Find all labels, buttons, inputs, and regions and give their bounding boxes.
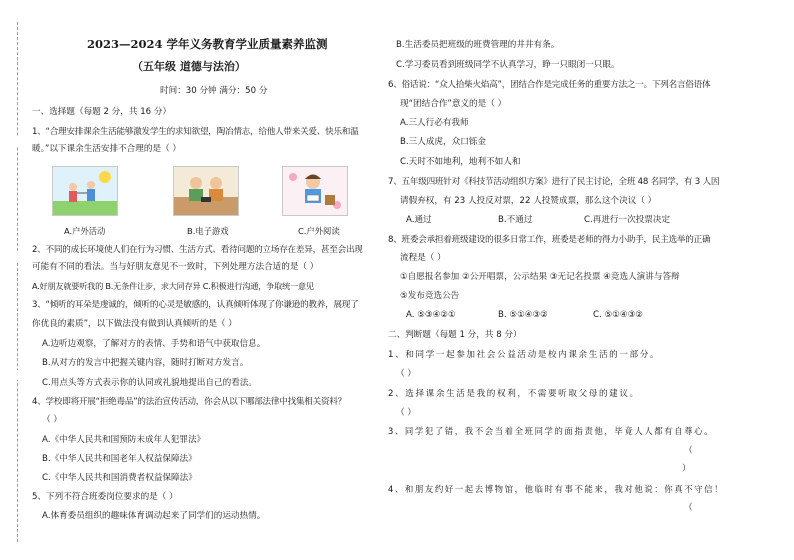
q2-text: 2、不同的成长环境使人们在行为习惯、生活方式、看待问题的立场存在差异，甚至会出现 [32,245,363,255]
q6-text: 现“团结合作”意义的是（ ） [400,99,507,109]
binding-dashed-line [17,22,18,542]
j4-text: 4、和朋友约好一起去博物馆，他临时有事不能来，我对他说：你真不守信！ [388,484,725,494]
q4-option-a: A.《中华人民共和国预防未成年人犯罪法》 [42,435,206,445]
q2-text: 可能有不同的看法。当与好朋友意见不一致时，下列处理方法合适的是（ ） [32,262,319,272]
exam-title: 2023—2024 学年义务教育学业质量素养监测 [87,37,328,51]
binding-mark [12,370,22,380]
q5-option-a: A.体育委员组织的趣味体育调动起来了同学们的运动热情。 [42,511,266,521]
q6-option-c: C.天时不如地利，地利不如人和 [400,157,521,167]
q3-text: 你优良的素质”，以下做法没有做到认真倾听的是（ ） [32,319,237,329]
binding-mark [12,136,22,146]
q1-image-outdoor-reading [282,166,348,216]
q4-text: 4、学校即将开展“拒绝毒品”的法治宣传活动，你会从以下哪部法律中找集相关资料？ [32,397,346,407]
q1-option: A.户外活动 [64,226,106,236]
exam-meta: 时间：30 分钟 满分：50 分 [160,86,268,96]
q3-option-a: A.边听边观察，了解对方的表情、手势和语气中获取信息。 [42,339,266,349]
q7-text: 请假弃权，有 23 人投反对票，22 人投赞成票，那么这个决议（ ） [400,196,657,206]
binding-mark [12,252,22,262]
q7-option: C.再进行一次投票决定 [584,215,671,225]
q8-option: A. ⑤③④②① [406,310,456,320]
q2-options: A.好朋友就要听我的 B.无条件让步，求大同存异 C.积极进行沟通，争取统一意见 [32,281,314,291]
q8-steps: ①自愿报名参加 ②公开唱票，公示结果 ③无记名投票 ④竞选人演讲与答辩 [400,272,680,282]
j4-blank: （ [684,503,693,513]
q1-text: 1、“合理安排课余生活能够激发学生的求知欲望，陶冶情志，给他人带来关爱、快乐和温 [32,127,359,137]
j3-blank: （ [684,446,693,456]
j1-blank: （ ） [396,369,416,379]
q5-option-b: B.生活委员把班级的班费管理的井井有条。 [396,40,560,50]
q1-option: B.电子游戏 [187,226,229,236]
j2-blank: （ ） [396,408,416,418]
q7-text: 7、五年级四班针对《科技节活动组织方案》进行了民主讨论，全班 48 名同学，有 3 人因 [388,177,720,187]
j1-text: 1、和同学一起参加社会公益活动是校内课余生活的一部分。 [388,350,661,360]
q8-option: B. ⑤①④③② [498,310,548,320]
q7-option: A.通过 [406,215,432,225]
q8-text: 8、班委会承担着班级建设的很多日常工作，班委是老师的得力小助手，民主选举的正确 [388,235,711,245]
q6-option-a: A.三人行必有我师 [400,118,469,128]
q3-text: 3、“倾听的耳朵是虔诚的，倾听的心灵是敏感的，认真倾听体现了你谦逊的教养，展现了 [32,300,359,310]
q4-text: （ ） [42,415,62,425]
q7-option: B.不通过 [498,215,533,225]
j3-blank: ） [682,464,691,474]
q3-option-c: C.用点头等方式表示你的认同或礼貌地提出自己的看法。 [42,378,257,388]
q8-text: 流程是（ ） [400,253,446,263]
q1-text: 暖。”以下课余生活安排不合理的是（ ） [32,144,181,154]
q3-option-b: B.从对方的发言中把握关键内容，随时打断对方发言。 [42,358,249,368]
section-judgment-heading: 二、判断题（每题 1 分，共 8 分） [388,330,522,340]
section-choice-heading: 一、选择题（每题 2 分，共 16 分） [32,107,172,117]
q4-option-c: C.《中华人民共和国消费者权益保障法》 [42,473,197,483]
q1-option: C.户外阅读 [298,226,340,236]
q6-text: 6、俗话说：“众人拾柴火焰高”，团结合作是完成任务的重要方法之一。下列名言俗语体 [388,80,711,90]
q4-option-b: B.《中华人民共和国老年人权益保障法》 [42,454,197,464]
q1-image-video-game [173,166,239,216]
q8-option: C. ⑤①④③② [593,310,643,320]
j3-text: 3、同学犯了错，我不会当着全班同学的面指责他，毕竟人人都有自尊心。 [388,426,715,436]
q5-option-c: C.学习委员看到班级同学不认真学习，睁一只眼闭一只眼。 [396,60,620,70]
exam-subtitle: （五年级 道德与法治） [132,60,246,73]
q8-steps: ⑤发布竞选公告 [400,291,460,301]
q1-image-outdoor-activity [52,166,118,216]
j2-text: 2、选择课余生活是我的权利，不需要听取父母的建议。 [388,389,640,399]
q6-option-b: B.三人成虎，众口铄金 [400,137,486,147]
q5-text: 5、下列不符合班委岗位要求的是（ ） [32,492,178,502]
